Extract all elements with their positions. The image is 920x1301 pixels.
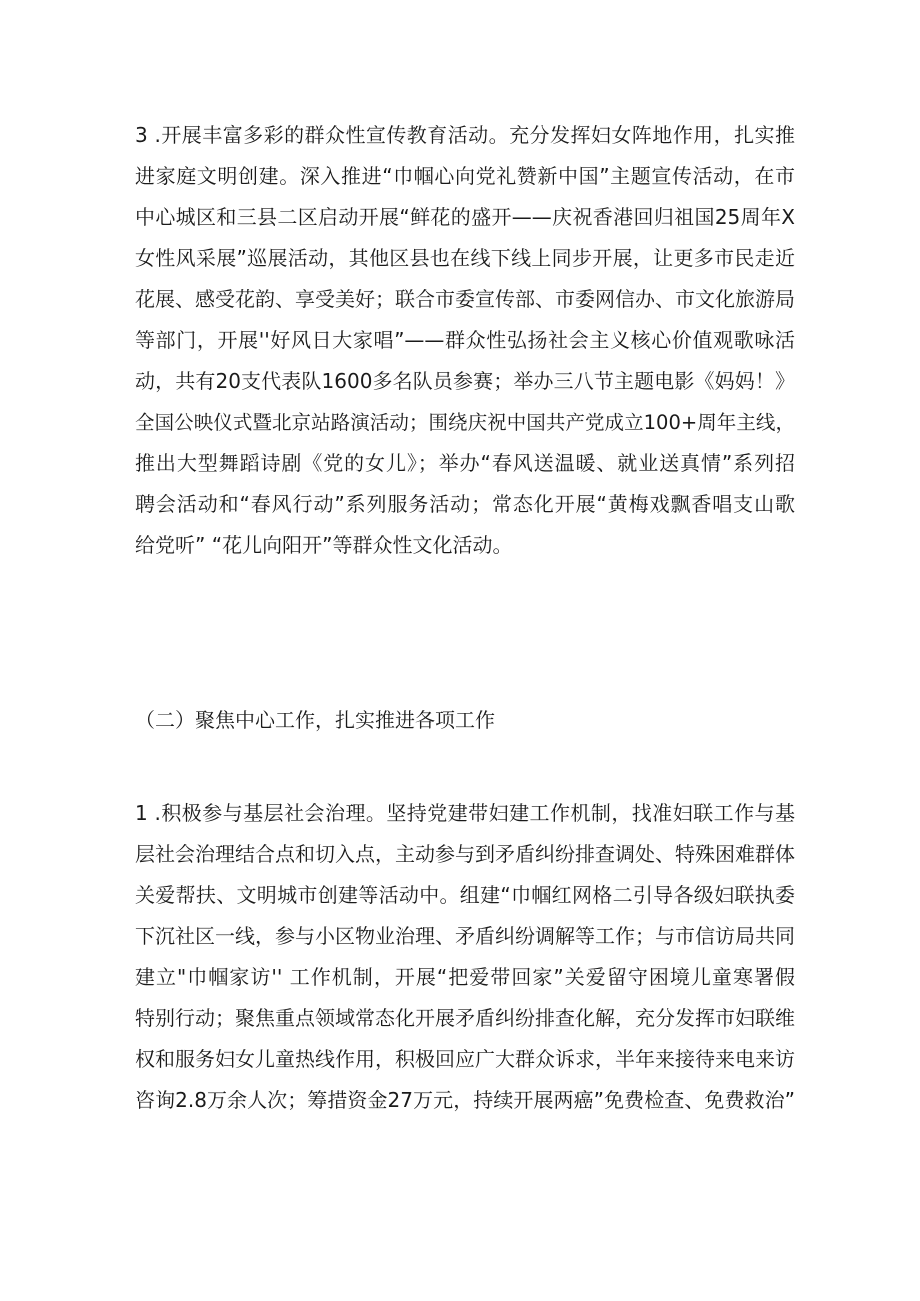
paragraph-line: 中心城区和三县二区启动开展“鲜花的盛开——庆祝香港回归祖国25周年X: [135, 205, 795, 229]
paragraph-line: 咨询2.8万余人次；筹措资金27万元，持续开展两癌”免费检查、免费救治”: [135, 1088, 795, 1112]
paragraph-line: 1 .积极参与基层社会治理。坚持党建带妇建工作机制，找准妇联工作与基: [135, 801, 795, 825]
paragraph-mass-publicity-activities: [135, 115, 795, 566]
paragraph-line: 权和服务妇女儿童热线作用，积极回应广大群众诉求，半年来接待来电来访: [135, 1047, 795, 1071]
paragraph-line: 建立"巾帼家访'' 工作机制，开展“把爱带回家”关爱留守困境儿童寒署假: [135, 965, 795, 989]
paragraph-line: 等部门，开展''好风日大家唱”——群众性弘扬社会主义核心价值观歌咏活: [135, 328, 795, 352]
section-heading: （二）聚焦中心工作，扎实推进各项工作: [135, 708, 495, 732]
paragraph-line: 进家庭文明创建。深入推进“巾帼心向党礼赞新中国”主题宣传活动，在市: [135, 164, 795, 188]
paragraph-line: 女性风采展”巡展活动，其他区县也在线下线上同步开展，让更多市民走近: [135, 246, 795, 270]
paragraph-line: 关爱帮扶、文明城市创建等活动中。组建“巾帼红网格二引导各级妇联执委: [135, 883, 795, 907]
paragraph-line: 聘会活动和“春风行动”系列服务活动；常态化开展“黄梅戏飘香唱支山歌: [135, 492, 795, 516]
paragraph-line: 花展、感受花韵、享受美好；联合市委宣传部、市委网信办、市文化旅游局: [135, 287, 795, 311]
paragraph-line: 动，共有20支代表队1600多名队员参赛；举办三八节主题电影《妈妈！》: [135, 369, 795, 393]
paragraph-line: 层社会治理结合点和切入点，主动参与到矛盾纠纷排查调处、特殊困难群体: [135, 842, 795, 866]
paragraph-line: 全国公映仪式暨北京站路演活动；围绕庆祝中国共产党成立100+周年主线，: [135, 411, 795, 434]
paragraph-line: 推出大型舞蹈诗剧《党的女儿》；举办“春风送温暖、就业送真情”系列招: [135, 451, 795, 475]
paragraph-line: 给党听” “花儿向阳开”等群众性文化活动。: [135, 533, 513, 557]
paragraph-line: 下沉社区一线，参与小区物业治理、矛盾纠纷调解等工作；与市信访局共同: [135, 924, 795, 948]
paragraph-grassroots-governance: [135, 793, 795, 1121]
paragraph-line: 特别行动；聚焦重点领域常态化开展矛盾纠纷排查化解，充分发挥市妇联维: [135, 1006, 795, 1030]
paragraph-line: 3 .开展丰富多彩的群众性宣传教育活动。充分发挥妇女阵地作用，扎实推: [135, 123, 795, 147]
